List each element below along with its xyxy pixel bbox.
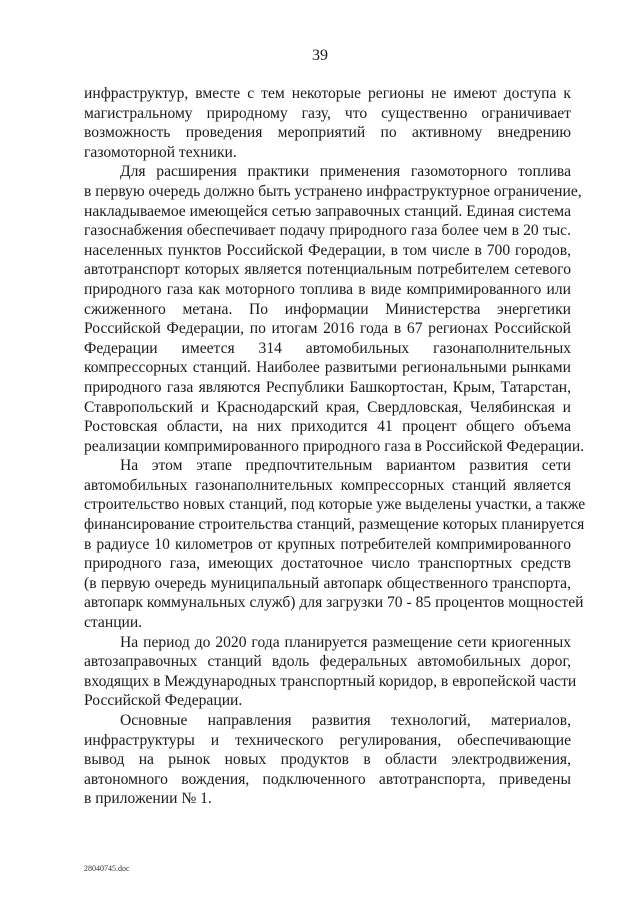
document-body	[84, 84, 586, 809]
text-line: природного газа являются Республики Башкортостан, Крым, Татарстан,	[84, 378, 571, 396]
text-line: природного газа как моторного топлива в виде компримированного или	[84, 280, 571, 298]
text-line: На этом этапе предпочтительным вариантом развития сети	[120, 457, 571, 475]
text-line: Для расширения практики применения газомоторного топлива	[120, 163, 571, 181]
paragraph	[84, 711, 571, 809]
text-line: в радиусе 10 километров от крупных потребителей компримированного	[84, 535, 571, 553]
text-line: вывод на рынок новых продуктов в области электродвижения,	[84, 751, 571, 769]
text-line: Российской Федерации.	[84, 692, 243, 710]
text-line: станции.	[84, 614, 143, 632]
text-line: газомоторной техники.	[84, 143, 237, 161]
text-line: автомобильных газонаполнительных компрессорных станций является	[84, 476, 571, 494]
text-line: магистральному природному газу, что существенно ограничивает	[84, 104, 571, 122]
text-line: (в первую очередь муниципальный автопарк общественного транспорта,	[84, 574, 571, 592]
text-line: автономного вождения, подключенного автотранспорта, приведены	[84, 770, 571, 788]
text-line: накладываемое имеющейся сетью заправочных станций. Единая система	[84, 202, 571, 220]
text-line: инфраструктуры и технического регулирования, обеспечивающие	[84, 731, 571, 749]
text-line: Ставропольский и Краснодарский края, Свердловская, Челябинская и	[84, 398, 571, 416]
text-line: входящих в Международных транспортный коридор, в европейской части	[84, 672, 577, 690]
text-line: возможность проведения мероприятий по активному внедрению	[84, 124, 571, 142]
text-line: Основные направления развития технологий, материалов,	[120, 712, 571, 729]
text-line: Российской Федерации, по итогам 2016 года в 67 регионах Российской	[84, 320, 571, 338]
document-footer-filename: 28040745.doc	[84, 864, 130, 873]
text-line: газоснабжения обеспечивает подачу природного газа более чем в 20 тыс.	[84, 222, 571, 240]
text-line: Ростовская области, на них приходится 41 процент общего объема	[84, 418, 571, 436]
page-number: 39	[312, 47, 328, 64]
text-line: На период до 2020 года планируется размещение сети криогенных	[120, 633, 571, 651]
paragraph	[84, 84, 571, 162]
text-line: сжиженного метана. По информации Министерства энергетики	[84, 300, 571, 318]
paragraph	[84, 456, 586, 632]
text-line: финансирование строительства станций, размещение которых планируется	[84, 516, 585, 534]
text-line: Федерации имеется 314 автомобильных газонаполнительных	[84, 339, 571, 357]
paragraph	[84, 633, 577, 711]
text-line: населенных пунктов Российской Федерации, в том числе в 700 городов,	[84, 241, 571, 259]
text-line: в первую очередь должно быть устранено инфраструктурное ограничение,	[84, 182, 582, 200]
text-line: в приложении № 1.	[84, 790, 212, 808]
text-line: компрессорных станций. Наиболее развитыми региональными рынками	[84, 359, 571, 377]
text-line: автотранспорт которых является потенциальным потребителем сетевого	[84, 261, 571, 279]
text-line: реализации компримированного природного газа в Российской Федерации.	[84, 437, 585, 455]
text-line: строительство новых станций, под которые уже выделены участки, а также	[84, 496, 586, 514]
text-line: инфраструктур, вместе с тем некоторые регионы не имеют доступа к	[84, 85, 571, 102]
text-line: автопарк коммунальных служб) для загрузки 70 - 85 процентов мощностей	[84, 594, 584, 612]
text-line: природного газа, имеющих достаточное число транспортных средств	[84, 555, 571, 573]
paragraph	[84, 162, 585, 456]
text-line: автозаправочных станций вдоль федеральных автомобильных дорог,	[84, 653, 571, 671]
